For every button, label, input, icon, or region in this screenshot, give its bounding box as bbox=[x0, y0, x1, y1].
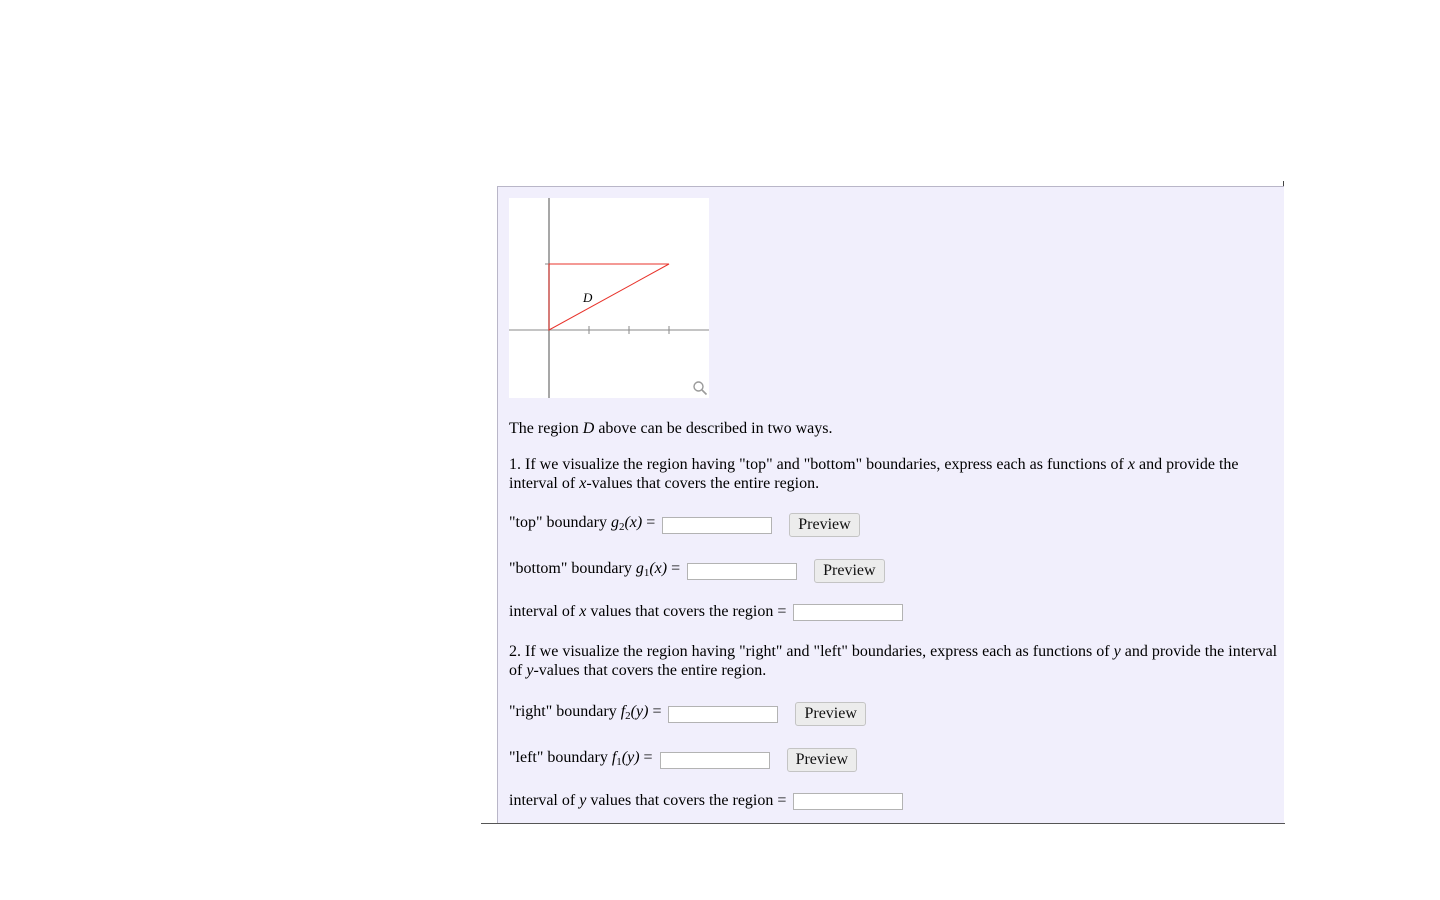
intro-text: The region D above can be described in two ways. bbox=[509, 420, 833, 437]
right-boundary-row bbox=[509, 702, 866, 726]
region-d-triangle bbox=[549, 264, 669, 330]
top-boundary-input[interactable] bbox=[662, 517, 772, 534]
graph-svg bbox=[509, 198, 709, 398]
left-boundary-input[interactable] bbox=[660, 752, 770, 769]
bottom-boundary-input[interactable] bbox=[687, 563, 797, 580]
y-interval-row bbox=[509, 791, 903, 811]
bottom-divider bbox=[481, 823, 1285, 824]
right-boundary-input[interactable] bbox=[668, 706, 778, 723]
part2-instructions: 2. If we visualize the region having "right" and "left" boundaries, express each as functions of y and provide the interval of y-values that covers the entire region. bbox=[509, 643, 1278, 679]
preview-left-button[interactable]: Preview bbox=[787, 748, 857, 772]
x-interval-input[interactable] bbox=[793, 604, 903, 621]
right-boundary-label: "right" boundary $f_2(y)$ = bbox=[509, 703, 662, 722]
left-boundary-row bbox=[509, 748, 857, 772]
y-interval-input[interactable] bbox=[793, 793, 903, 810]
left-boundary-label: "left" boundary $f_1(y)$ = bbox=[509, 749, 653, 768]
preview-bottom-button[interactable]: Preview bbox=[814, 559, 884, 583]
y-interval-label: interval of y values that covers the region = bbox=[509, 792, 787, 809]
x-interval-row bbox=[509, 602, 903, 622]
x-interval-label: interval of x values that covers the region = bbox=[509, 603, 787, 620]
bottom-boundary-row bbox=[509, 559, 885, 583]
region-label: D bbox=[583, 290, 593, 305]
part1-instructions: 1. If we visualize the region having "top" and "bottom" boundaries, express each as functions of x and provide the interval of x-values that covers the entire region. bbox=[509, 456, 1239, 492]
top-boundary-row bbox=[509, 513, 860, 537]
preview-top-button[interactable]: Preview bbox=[789, 513, 859, 537]
problem-panel bbox=[497, 186, 1284, 823]
magnifier-icon[interactable] bbox=[692, 380, 708, 396]
top-boundary-label: "top" boundary $g_2(x)$ = bbox=[509, 514, 656, 533]
bottom-boundary-label: "bottom" boundary $g_1(x)$ = bbox=[509, 560, 681, 579]
preview-right-button[interactable]: Preview bbox=[795, 702, 865, 726]
region-graph[interactable] bbox=[509, 198, 709, 398]
